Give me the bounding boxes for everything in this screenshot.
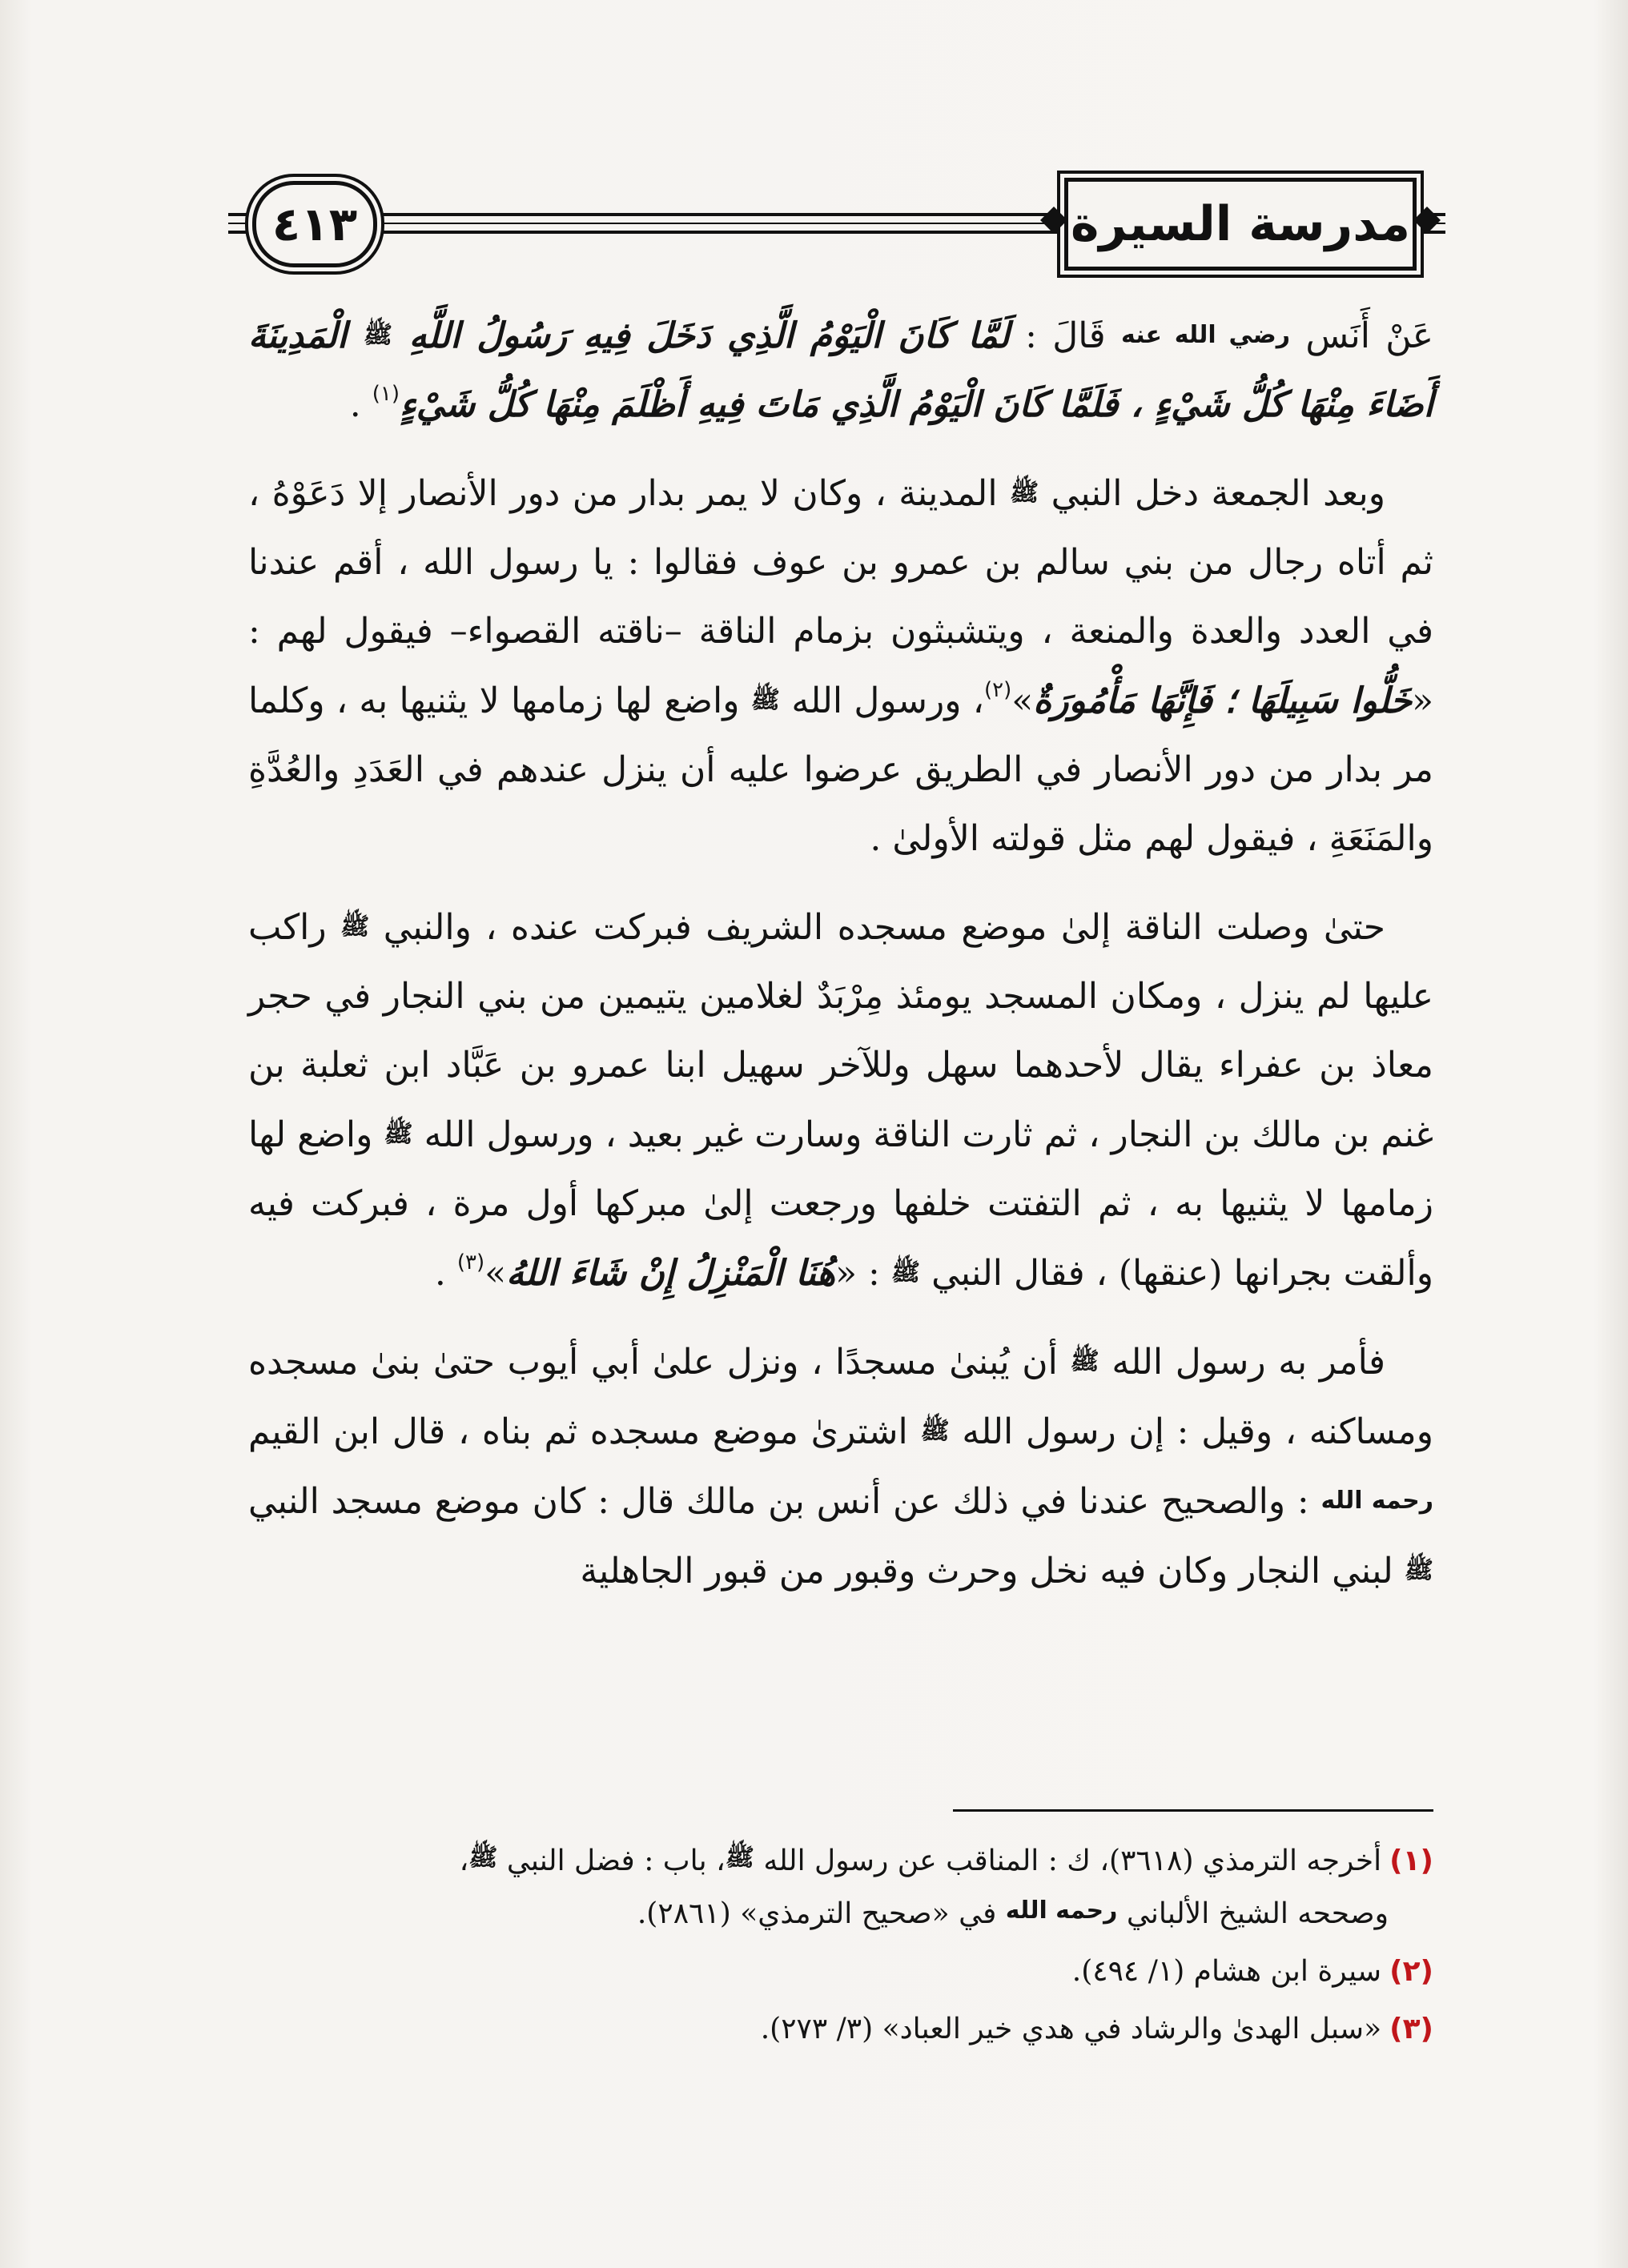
paragraph-2 [248, 459, 1433, 873]
body-span: اشترىٰ موضع مسجده ثم بناه ، قال ابن القيم [248, 1411, 921, 1452]
footnote-text: وصححه الشيخ الألباني [1117, 1897, 1389, 1930]
honorific-mark: ﷺ [384, 1120, 413, 1148]
sentence-end: . [434, 1253, 457, 1294]
hadith-text: الْمَدِينَةَ أَضَاءَ مِنْهَا كُلُّ شَيْءٍ ، فَلَمَّا كَانَ الْيَوْمُ الَّذِي مَاتَ فِيهِ أَظْلَمَ مِنْهَا كُلُّ شَيْءٍ [248, 315, 1433, 425]
body-span: واضع لها زمامها لا يثنيها به ، وكلما مر بدار من دور الأنصار في الطريق عرضوا عليه أن ينزل عندهم في العَدَدِ والعُدَّةِ والمَنَعَةِ ، فيقول لهم مثل قولته الأولىٰ . [248, 680, 1433, 859]
footnote-number[interactable]: (١) [1389, 1845, 1433, 1877]
paragraph-4 [248, 1327, 1433, 1606]
footnote-number[interactable]: (٢) [1389, 1955, 1433, 1988]
page-header [228, 178, 1445, 266]
paragraph-1 [248, 301, 1433, 440]
honorific-mark: ﷺ [750, 686, 781, 714]
quote-close: » [484, 1253, 507, 1294]
hadith-text: خَلُّوا سَبِيلَهَا ؛ فَإِنَّهَا مَأْمُورَةٌ [1033, 680, 1413, 721]
honorific-mark: رحمه الله [1005, 1897, 1118, 1925]
paragraph-3 [248, 893, 1433, 1308]
hadith-text: هُنَا الْمَنْزِلُ إِنْ شَاءَ اللهُ [506, 1253, 836, 1294]
footnote-text: سيرة ابن هشام (١/ ٤٩٤). [1071, 1955, 1382, 1988]
body-span: : والصحيح عندنا في ذلك عن أنس بن مالك قال : كان موضع مسجد النبي [248, 1481, 1321, 1522]
footnotes [248, 1833, 1433, 2062]
footnote-text: أخرجه الترمذي (٣٦١٨)، ك : المناقب عن رسول الله [754, 1845, 1382, 1877]
footnote-ref[interactable]: (٣) [456, 1250, 485, 1274]
honorific-mark: ﷺ [890, 1258, 921, 1287]
body-span: واضع لها زمامها لا يثنيها به ، ثم التفتت خلفها ورجعت إلىٰ مبركها أول مرة ، فبركت فيه وألقت بجرانها (عنقها) ، فقال النبي [248, 1114, 1433, 1294]
hadith-text: لَمَّا كَانَ الْيَوْمُ الَّذِي دَخَلَ فِيهِ رَسُولُ اللَّهِ [392, 315, 1010, 356]
footnote-2 [248, 1947, 1433, 1997]
honorific-mark: ﷺ [1009, 479, 1039, 507]
honorific-mark: ﷺ [1070, 1347, 1099, 1375]
body-span: أن يُبنىٰ مسجدًا ، ونزل علىٰ أبي أيوب حتىٰ بنىٰ مسجده ومساكنه ، وقيل : إن رسول الله [248, 1342, 1433, 1452]
honorific-mark: ﷺ [725, 1844, 754, 1872]
narrator-said: قَالَ : [1009, 315, 1121, 356]
body-span: المدينة ، وكان لا يمر بدار من دور الأنصار إلا دَعَوْهُ ، ثم أتاه رجال من بني سالم بن عمرو بن عوف فقالوا : يا رسول الله ، أقم عندنا في العدد والعدة والمنعة ، ويتشبثون بزمام الناقة –ناقته القصواء– فيقول لهم : « [248, 473, 1434, 721]
footnote-text: في «صحيح الترمذي» (٢٨٦١). [637, 1897, 1006, 1930]
body-span: وبعد الجمعة دخل النبي [1039, 473, 1385, 514]
footnote-ref[interactable]: (٢) [984, 678, 1012, 702]
footnote-3 [248, 2005, 1433, 2054]
honorific-mark: ﷺ [468, 1844, 498, 1872]
running-title: مدرسة السيرة [1070, 196, 1410, 252]
footnote-number[interactable]: (٣) [1389, 2013, 1433, 2045]
footnote-continuation [248, 1886, 1433, 1939]
honorific-mark: ﷺ [363, 321, 393, 349]
narrator-text: عَنْ أَنَس [1290, 315, 1433, 356]
body-span: لبني النجار وكان فيه نخل وحرث وقبور من قبور الجاهلية [580, 1551, 1405, 1592]
footnote-text: «سبل الهدىٰ والرشاد في هدي خير العباد» (٣/ ٢٧٣). [760, 2013, 1382, 2045]
honorific-mark: ﷺ [920, 1417, 950, 1445]
body-text [248, 301, 1433, 1625]
honorific-mark: رحمه الله [1320, 1487, 1433, 1515]
sentence-end: . [349, 384, 372, 425]
body-span: ، ورسول الله [780, 680, 984, 721]
page-number-badge [252, 181, 377, 267]
footnote-separator [953, 1809, 1433, 1812]
footnote-1 [248, 1833, 1433, 1939]
honorific-mark: رضي الله عنه [1121, 321, 1291, 349]
page-number: ٤١٣ [271, 197, 358, 251]
quote-close: » [1011, 680, 1034, 721]
body-span: حتىٰ وصلت الناقة إلىٰ موضع مسجده الشريف فبركت عنده ، والنبي [369, 907, 1385, 948]
honorific-mark: ﷺ [340, 913, 370, 941]
footnote-text: ، [459, 1845, 469, 1877]
body-span: : « [835, 1253, 891, 1294]
honorific-mark: ﷺ [1404, 1556, 1433, 1584]
running-title-badge [1064, 178, 1417, 271]
body-span: راكب عليها لم ينزل ، ومكان المسجد يومئذ مِرْبَدٌ لغلامين يتيمين من بني النجار في حجر معاذ بن عفراء يقال لأحدهما سهل وللآخر سهيل ابنا عمرو بن عَبَّاد ابن ثعلبة بن غنم بن مالك بن النجار ، ثم ثارت الناقة وسارت غير بعيد ، ورسول الله [248, 907, 1434, 1155]
footnote-ref[interactable]: (١) [372, 382, 400, 406]
body-span: فأمر به رسول الله [1099, 1342, 1386, 1383]
footnote-text: ، باب : فضل النبي [497, 1845, 726, 1877]
